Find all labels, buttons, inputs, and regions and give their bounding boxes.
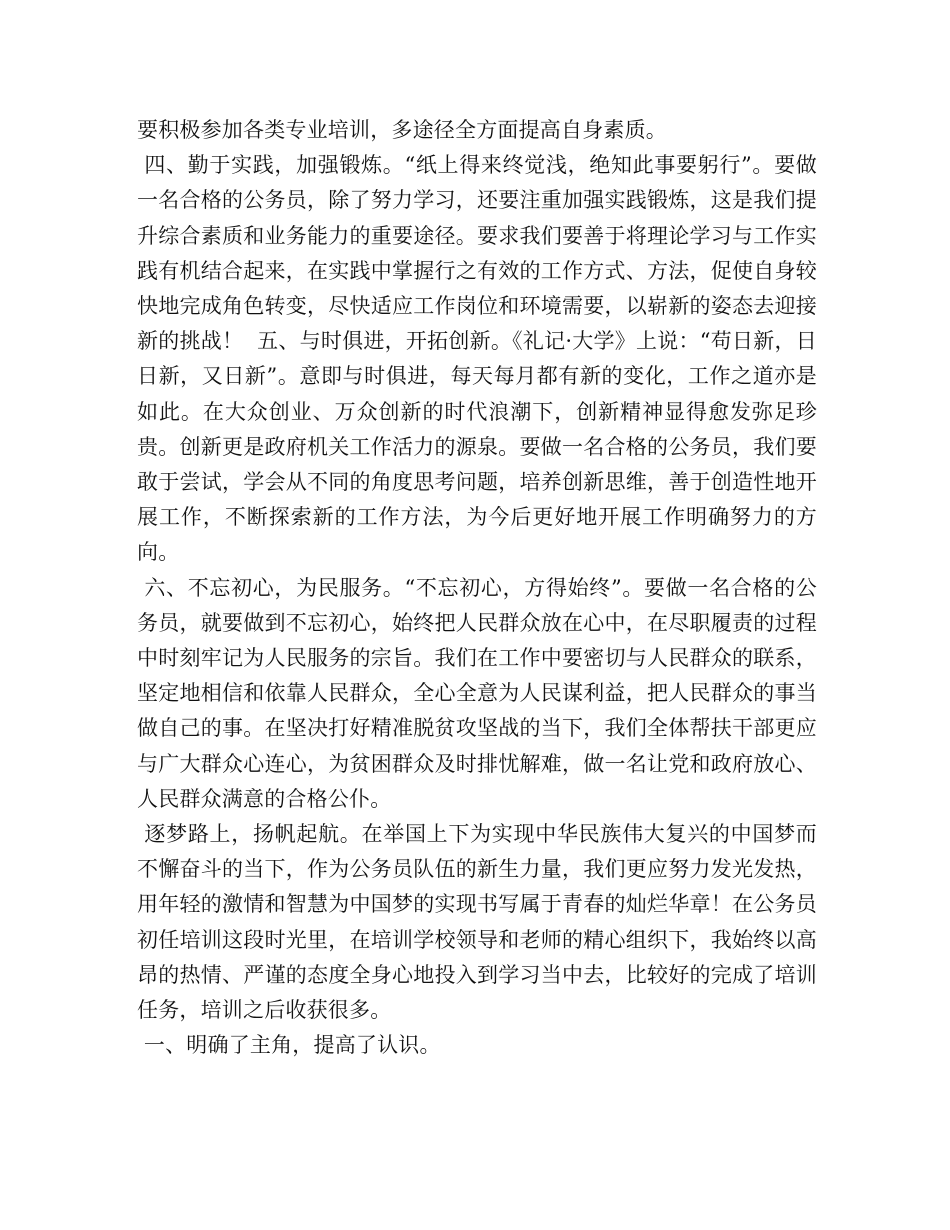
document-body bbox=[137, 113, 817, 1063]
paragraph-5: 一、明确了主角，提高了认识。 bbox=[137, 1033, 441, 1058]
paragraph-3: 六、不忘初心，为民服务。“不忘初心，方得始终”。要做一名合格的公务员，就要做到不忘初心，始终把人民群众放在心中，在尽职履责的过程中时刻牢记为人民服务的宗旨。我们在工作中要密切与人民群众的联系，坚定地相信和依靠人民群众，全心全意为人民谋利益，把人民群众的事当做自己的事。在坚决打好精准脱贫攻坚战的当下，我们全体帮扶干部更应与广大群众心连心，为贫困群众及时排忧解难，做一名让党和政府放心、人民群众满意的合格公仆。 bbox=[137, 575, 817, 811]
paragraph-2: 四、勤于实践，加强锻炼。“纸上得来终觉浅，绝知此事要躬行”。要做一名合格的公务员，除了努力学习，还要注重加强实践锻炼，这是我们提升综合素质和业务能力的重要途径。要求我们要善于将理论学习与工作实践有机结合起来，在实践中掌握行之有效的工作方式、方法，促使自身较快地完成角色转变，尽快适应工作岗位和环境需要，以崭新的姿态去迎接新的挑战！ 五、与时俱进，开拓创新。《礼记·大学》上说：“苟日新，日日新，又日新”。意即与时俱进，每天每月都有新的变化，工作之道亦是如此。在大众创业、万众创新的时代浪潮下，创新精神显得愈发弥足珍贵。创新更是政府机关工作活力的源泉。要做一名合格的公务员，我们要敢于尝试，学会从不同的角度思考问题，培养创新思维，善于创造性地开展工作，不断探索新的工作方法，为今后更好地开展工作明确努力的方向。 bbox=[137, 153, 817, 565]
paragraph-1: 要积极参加各类专业培训，多途径全方面提高自身素质。 bbox=[137, 118, 667, 142]
paragraph-4: 逐梦路上，扬帆起航。在举国上下为实现中华民族伟大复兴的中国梦而不懈奋斗的当下，作为公务员队伍的新生力量，我们更应努力发光发热，用年轻的激情和智慧为中国梦的实现书写属于青春的灿烂华章！在公务员初任培训这段时光里，在培训学校领导和老师的精心组织下，我始终以高昂的热情、严谨的态度全身心地投入到学习当中去，比较好的完成了培训任务，培训之后收获很多。 bbox=[137, 822, 817, 1023]
